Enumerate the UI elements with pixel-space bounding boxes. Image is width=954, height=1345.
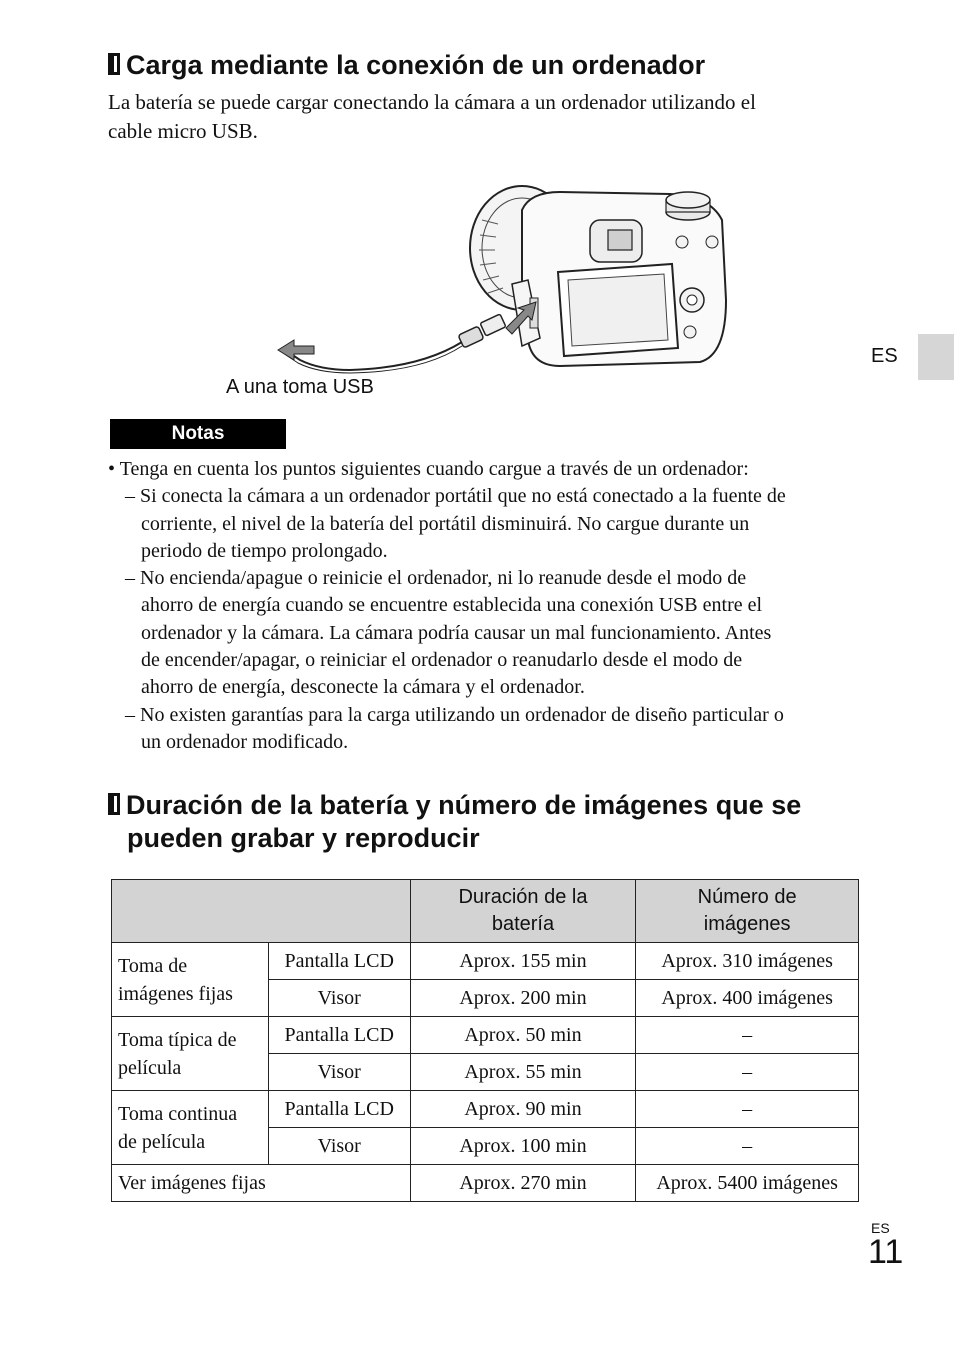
note-item-cont: ahorro de energía cuando se encuentre establecida una conexión USB entre el <box>141 594 763 617</box>
intro-paragraph <box>108 88 868 146</box>
side-tab-marker <box>918 334 954 380</box>
duration-cell: Aprox. 270 min <box>410 1165 636 1202</box>
table-row <box>112 943 859 980</box>
images-cell: Aprox. 5400 imágenes <box>636 1165 859 1202</box>
note-item: – No existen garantías para la carga utilizando un ordenador de diseño particular o <box>125 703 784 726</box>
images-cell: – <box>636 1017 859 1054</box>
section-marker-icon <box>108 793 120 815</box>
camera-usb-illustration <box>260 180 740 380</box>
note-bullet: • Tenga en cuenta los puntos siguientes cuando cargue a través de un ordenador: <box>108 458 749 480</box>
note-item-cont: periodo de tiempo prolongado. <box>141 539 388 562</box>
section-marker-icon <box>108 53 120 75</box>
images-cell: – <box>636 1091 859 1128</box>
note-item-cont: ordenador y la cámara. La cámara podría causar un mal funcionamiento. Antes <box>141 621 772 644</box>
table-header-duration: Duración de la batería <box>410 880 636 943</box>
images-cell: – <box>636 1054 859 1091</box>
images-cell: Aprox. 400 imágenes <box>636 980 859 1017</box>
mode-cell: Visor <box>268 1054 410 1091</box>
note-item-cont: ahorro de energía, desconecte la cámara y el ordenador. <box>141 676 585 699</box>
duration-cell: Aprox. 90 min <box>410 1091 636 1128</box>
images-cell: – <box>636 1128 859 1165</box>
note-item-cont: de encender/apagar, o reiniciar el ordenador o reanudarlo desde el modo de <box>141 649 743 672</box>
mode-cell: Visor <box>268 1128 410 1165</box>
note-item: – No encienda/apague o reinicie el ordenador, ni lo reanude desde el modo de <box>125 567 747 590</box>
duration-cell: Aprox. 55 min <box>410 1054 636 1091</box>
table-row <box>112 1017 859 1054</box>
duration-cell: Aprox. 200 min <box>410 980 636 1017</box>
side-lang-label: ES <box>871 345 898 367</box>
duration-cell: Aprox. 155 min <box>410 943 636 980</box>
row-group-label: Toma continua de película <box>112 1091 269 1165</box>
table-row <box>112 1165 859 1202</box>
row-label: Ver imágenes fijas <box>112 1165 411 1202</box>
mode-cell: Pantalla LCD <box>268 1017 410 1054</box>
table-row <box>112 1091 859 1128</box>
section-heading-charging: Carga mediante la conexión de un ordenador <box>108 49 705 82</box>
page-number: 11 <box>868 1233 904 1271</box>
note-item: – Si conecta la cámara a un ordenador portátil que no está conectado a la fuente de <box>125 485 786 508</box>
battery-table <box>111 879 859 1202</box>
table-header-row <box>112 880 859 943</box>
section-heading-battery: Duración de la batería y número de imágenes que se pueden grabar y reproducir <box>108 789 801 855</box>
notes-label: Notas <box>110 419 286 449</box>
mode-cell: Pantalla LCD <box>268 943 410 980</box>
duration-cell: Aprox. 100 min <box>410 1128 636 1165</box>
row-group-label: Toma típica de película <box>112 1017 269 1091</box>
note-item-cont: corriente, el nivel de la batería del portátil disminuirá. No cargue durante un <box>141 512 750 535</box>
row-group-label: Toma de imágenes fijas <box>112 943 269 1017</box>
footer-lang: ES <box>871 1220 890 1236</box>
mode-cell: Pantalla LCD <box>268 1091 410 1128</box>
mode-cell: Visor <box>268 980 410 1017</box>
table-header-images: Número de imágenes <box>636 880 859 943</box>
duration-cell: Aprox. 50 min <box>410 1017 636 1054</box>
table-header-empty <box>112 880 411 943</box>
note-item-cont: un ordenador modificado. <box>141 730 349 753</box>
images-cell: Aprox. 310 imágenes <box>636 943 859 980</box>
notes-list <box>108 456 878 756</box>
intro-line: La batería se puede cargar conectando la cámara a un ordenador utilizando el <box>108 90 756 114</box>
intro-line: cable micro USB. <box>108 119 258 143</box>
figure-caption: A una toma USB <box>226 376 374 398</box>
